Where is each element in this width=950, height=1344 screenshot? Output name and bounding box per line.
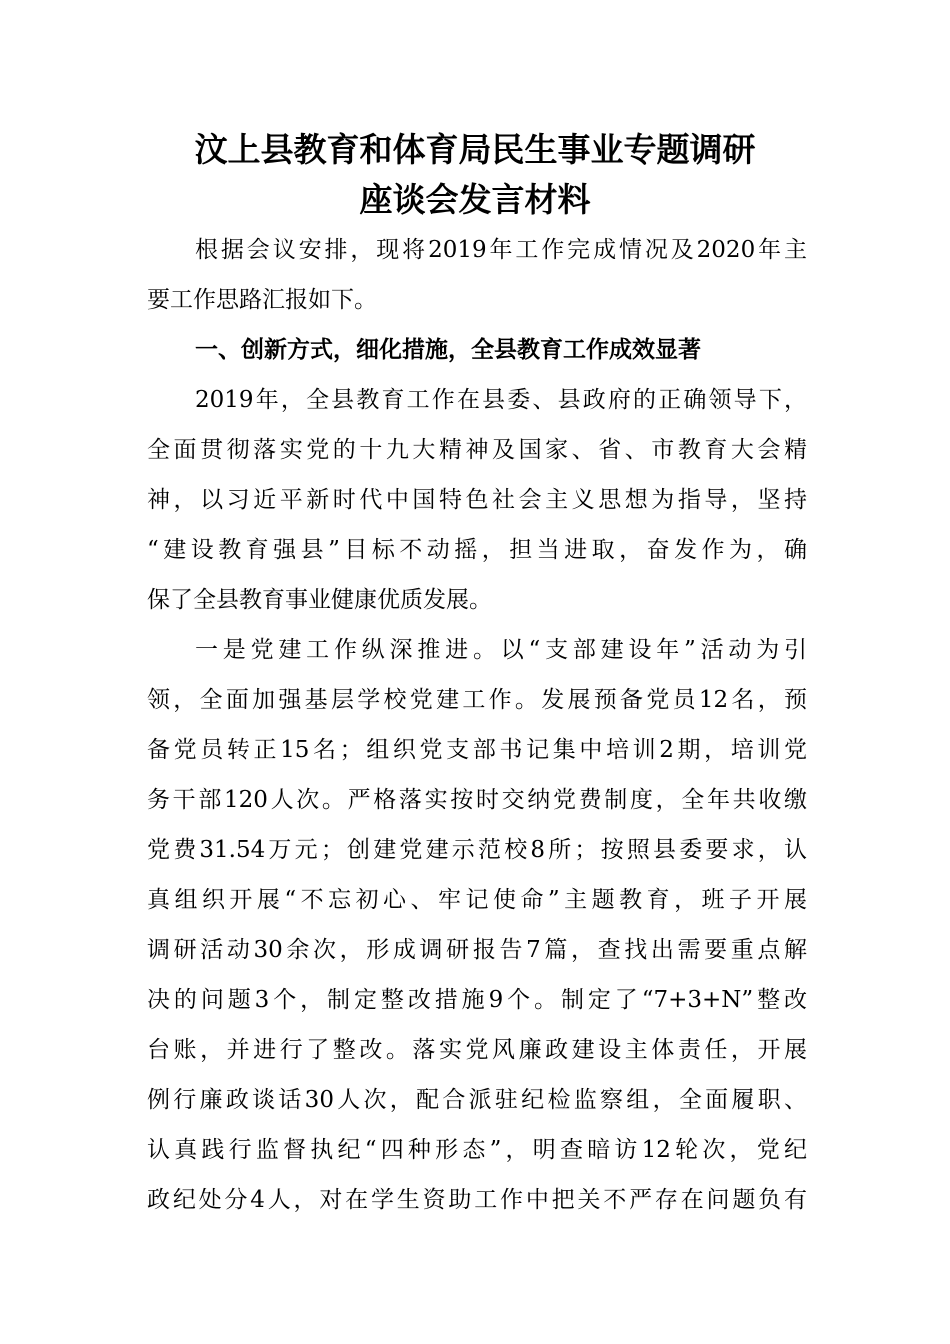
para1-line-5: 保了全县教育事业健康优质发展。 [147, 587, 492, 613]
para1-line-1: 2019年，全县教育工作在县委、县政府的正确领导下， [195, 387, 807, 413]
para2-line-7: 调研活动30余次，形成调研报告7篇，查找出需要重点解 [147, 937, 807, 963]
para1-line-3: 神，以习近平新时代中国特色社会主义思想为指导，坚持 [147, 487, 807, 513]
para2-line-11: 认真践行监督执纪“四种形态”，明查暗访12轮次，党纪 [147, 1137, 807, 1163]
intro-line-2: 要工作思路汇报如下。 [147, 287, 377, 313]
para2-line-5: 党费31.54万元；创建党建示范校8所；按照县委要求，认 [147, 837, 807, 863]
para2-line-8: 决的问题3个，制定整改措施9个。制定了“7+3+N”整改 [147, 987, 807, 1013]
para2-line-12: 政纪处分4人，对在学生资助工作中把关不严存在问题负有 [147, 1187, 807, 1213]
document-title-line-1: 汶上县教育和体育局民生事业专题调研 [194, 130, 756, 169]
para2-line-10: 例行廉政谈话30人次，配合派驻纪检监察组，全面履职、 [147, 1087, 807, 1113]
para1-line-2: 全面贯彻落实党的十九大精神及国家、省、市教育大会精 [147, 437, 807, 463]
section-heading-1: 一、创新方式，细化措施，全县教育工作成效显著 [195, 337, 701, 363]
para2-line-2: 领，全面加强基层学校党建工作。发展预备党员12名，预 [147, 687, 807, 713]
document-title-line-2: 座谈会发言材料 [359, 180, 591, 219]
para2-line-9: 台账，并进行了整改。落实党风廉政建设主体责任，开展 [147, 1037, 807, 1063]
para2-line-1: 一是党建工作纵深推进。以“支部建设年”活动为引 [195, 637, 807, 663]
intro-line-1: 根据会议安排，现将2019年工作完成情况及2020年主 [195, 237, 807, 263]
para2-line-4: 务干部120人次。严格落实按时交纳党费制度，全年共收缴 [147, 787, 807, 813]
para2-line-3: 备党员转正15名；组织党支部书记集中培训2期，培训党 [147, 737, 807, 763]
para2-line-6: 真组织开展“不忘初心、牢记使命”主题教育，班子开展 [147, 887, 807, 913]
para1-line-4: “建设教育强县”目标不动摇，担当进取，奋发作为，确 [147, 537, 807, 563]
